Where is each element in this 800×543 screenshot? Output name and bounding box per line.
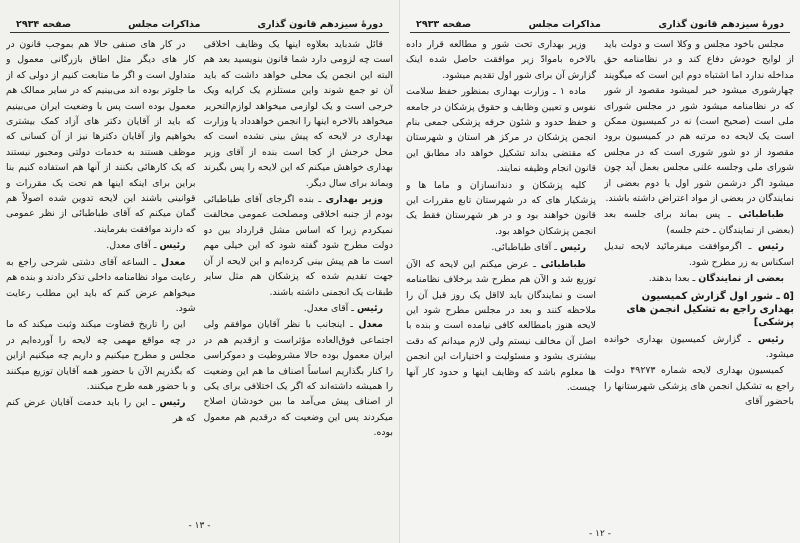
paragraph [406,37,596,83]
speaker-name: طباطبائی [540,258,586,270]
column-left [406,37,596,522]
speaker-name: رئیس [758,241,784,253]
speaker-name: وزیر بهداری [325,194,383,206]
running-title: مذاکرات مجلس [128,19,201,30]
page-header [6,8,393,30]
paragraph [406,240,596,255]
paragraph-text: ـ اینجانب با نظر آقایان موافقم ولی اجتماعی فوق‌العاده مؤثراست و ازقدیم هم در ایران معمول بوده حالا مشروطیت و دموکراسی را کنار بگذاریم اساساً اصناف ما هم این وضعیت را همیشه داشته‌اند که اگر یک اختلافی برای یکی از اصناف پیش می‌آمد ما بین خودشان اصلاح میکردند پس این وضعیت که درقدیم هم معمول بوده. [203,319,393,439]
running-title: مذاکرات مجلس [528,19,601,30]
paragraph [6,37,196,237]
paragraph [406,257,596,396]
paragraph-text: این را تاریخ قضاوت میکند وثبت میکند که ما در چه مواقع مهمی چه لایحه را آورده‌ایم در مجلس و مطرح میکنیم و داریم چه میکنیم ازاین که بگذریم الآن با حضور همه آقایان توزیع میکنند و با حضور همه طرح میکنند. [6,319,196,392]
paragraph [204,37,394,191]
speaker-name: طباطبائی [738,209,784,221]
speaker-name: رئیس [757,333,784,345]
speaker-name: رئیس [159,240,186,252]
header-rule [10,32,389,33]
paragraph-text: قائل شدباید بعلاوه اینها یک وظایف اخلاقی است چه لزومی دارد شما قانون بنویسید بعد هم البته این انجمن یک محلی خواهد داشت که باید آن تو جمع شوند واین مستلزم یک کرایه ویک خرجی است و یک لوازمی میخواهد لوازم‌التحریر میخواهد بالاخره اینها را انجمن خواهدداد یا وزارت بهداری در لایحه که پیش بینی نشده است که محل خرجش از کجا است بنده از آقای وزیر بهداری خواهش میکنم که این لایحه را پس بگیرند وبماند برای سال دیگر. [203,39,393,189]
paragraph-text: ـ این را باید خدمت آقایان عرض کنم که هر [6,397,196,424]
paragraph-text: مجلس باخود مجلس و وکلا است و دولت باید از لوایح خودش دفاع کند و در نظامنامه حق مداخله ندارد اما اشتباه دوم این است که میگویند چهارشوری میشود خیر لمیشود مقصود از شور که در نظامنامه میشود شور در مجلس شورای ملی است (صحیح است) نه در کمیسیون ممکن است یک لایحه ده مرتبه هم در کمیسیون برود مقصود از دو شور شوری است که در مجلس شورای ملی وجلسه علنی مجلس بعمل آید چون میشود اگر درشمن شور اول یا دوم بعضی از نمایندگان در بعضی از مواد اعتراض داشته باشند. [604,39,794,205]
header-rule [410,32,790,33]
paragraph [6,238,196,253]
page-footer-number: - ۱۲ - [589,529,611,539]
paragraph [406,178,596,240]
paragraph-text: ـ آقای معدل. [106,240,157,252]
speaker-name: رئیس [159,397,186,409]
page-number: صفحه ۲۹۳۳ [416,19,472,30]
page-number: صفحه ۲۹۳۴ [16,19,72,30]
speaker-name: رئیس [560,242,586,254]
session-title: دورهٔ سیزدهم قانون گذاری [257,19,383,30]
paragraph [204,317,394,440]
paragraph-text: ـ آقای معدل. [303,302,355,314]
speaker-name: معدل [358,319,383,331]
section-heading: [۵ ـ شور اول گزارش کمیسیون بهداری راجع به تشکیل انجمن های پزشکی] [626,290,794,328]
speaker-name: بعضی از نمایندگان [698,273,784,285]
paragraph [204,301,394,316]
paragraph [204,192,394,300]
paragraph-text: ـ گزارش کمیسیون بهداری خوانده میشود. [604,333,794,360]
paragraph-text: ـ بعدا بدهند. [648,273,696,285]
column-left [6,37,196,522]
paragraph-text: کمیسیون بهداری لایحه شماره ۴۹۲۷۳ دولت راجع به تشکیل انجمن های پزشکی شهرستانها را باحضور آقای [604,365,794,408]
page-footer-number: - ۱۳ - [188,521,211,531]
paragraph [604,271,794,286]
paragraph-text: وزیر بهداری تحت شور و مطالعه قرار داده بالاخره باموادّ زیر موافقت حاصل شده اینک گزارش آن برای شور اول تقدیم میشود. [406,39,596,81]
paragraph [604,363,794,409]
speaker-name: معدل [160,256,186,268]
paragraph [6,317,196,394]
page-header [406,8,794,30]
paragraph-text: ـ اگرموافقت میفرمائید لایحه تبدیل اسکناس به زر مطرح شود. [604,241,794,268]
paragraph-text: در کار های صنفی حالا هم بموجب قانون در کار های دیگر مثل اطاق بازرگانی معمول و متداول است و اگر ما متابعت کنیم از دولی که از ما جلوتر بوده اند می‌بینیم که در سایر ممالک هم معمول بوده است پس با وضعیت ایران می‌بینیم که باید از آقایان دکتر های آزاد کمک بیشتری بخواهیم واز آقایان دکترها نیز از آن کسانی که موظف هستند به خدمات دولتی ومجبور نیستند که یک کارهائی بکنند از آنها هم استفاده کنیم بنا براین برای اینکه اینها هم تحت یک مقررات و قوانینی باشند این لایحه تدوین شده اصولاً هم گمان میکنم که آقای طباطبائی از نظر عمومی که دارند موافقت بفرمایند. [6,39,196,235]
column-right [204,37,394,522]
paragraph [604,37,794,206]
page-2933 [400,0,800,543]
paragraph-text: ـ الساعه آقای دشتی شرحی راجع به رعایت مواد نظامنامه داخلی تذکر دادند و بنده هم میخواهم عرض کنم که باید این مطلب رعایت شود. [6,256,196,314]
paragraph [604,207,794,238]
paragraph-text: ـ بنده اگرجای آقای طباطبائی بودم از جنبه اخلاقی ومصلحت عمومی مخالفت نمیکردم زیرا که اساس مشل قرارداد بین دو دولت مطرح شود گفته شود که این خیلی مهم است ما هم پیش بینی کرده‌ایم و این لایحه از آن جهت تقدیم شده که پزشکان هم مثل سایر طبقات یک انجمنی داشته باشند. [203,194,393,298]
paragraph-text: ـ پس بماند برای جلسه بعد (بعضی از نمایندگان ـ ختم جلسه) [604,209,794,236]
paragraph [6,255,196,317]
session-title: دورهٔ سیزدهم قانون گذاری [658,19,784,30]
paragraph [604,239,794,270]
paragraph [406,84,596,176]
speaker-name: رئیس [357,302,383,314]
paragraph [6,395,196,426]
paragraph [604,332,794,363]
paragraph-text: ـ آقای طباطبائی. [491,242,558,254]
column-right [604,37,794,522]
paragraph-text: کلیه پزشکان و دندانسازان و ماما ها و پزشکیار های که در شهرستان تابع مقررات این قانون خواهند بود و در هر شهرستان فقط یک انجمن پزشکان خواهد بود. [406,179,596,237]
paragraph-text: ـ عرض میکنم این لایحه که الآن توزیع شد و الآن هم مطرح شد برخلاف نظامنامه است و نمایندگان باید لااقل یک روز قبل آن را ملاحظه کنند و بعد در مجلس مطرح شود این لایحه هنوز بامطالعه کافی نیامده است و بنده با اصل آن مخالف نیستم ولی لازم میدانم که دقت بیشتری بشود و مسئولیت و اختیارات این انجمن ها معلوم باشد که وظایف اینها و حدود کار آنها چیست. [406,258,596,393]
paragraph-text: ماده ۱ ـ وزارت بهداری بمنظور حفظ سلامت نفوس و تعیین وظایف و حقوق پزشکان در جامعه و حفظ حدود و شئون حرفه پزشکی جمعی بنام انجمن پزشکان در مرکز هر استان و شهرستان که مقتضی بداند تشکیل خواهد داد مطابق این قانون انجام وظیفه نمایند. [406,86,596,175]
